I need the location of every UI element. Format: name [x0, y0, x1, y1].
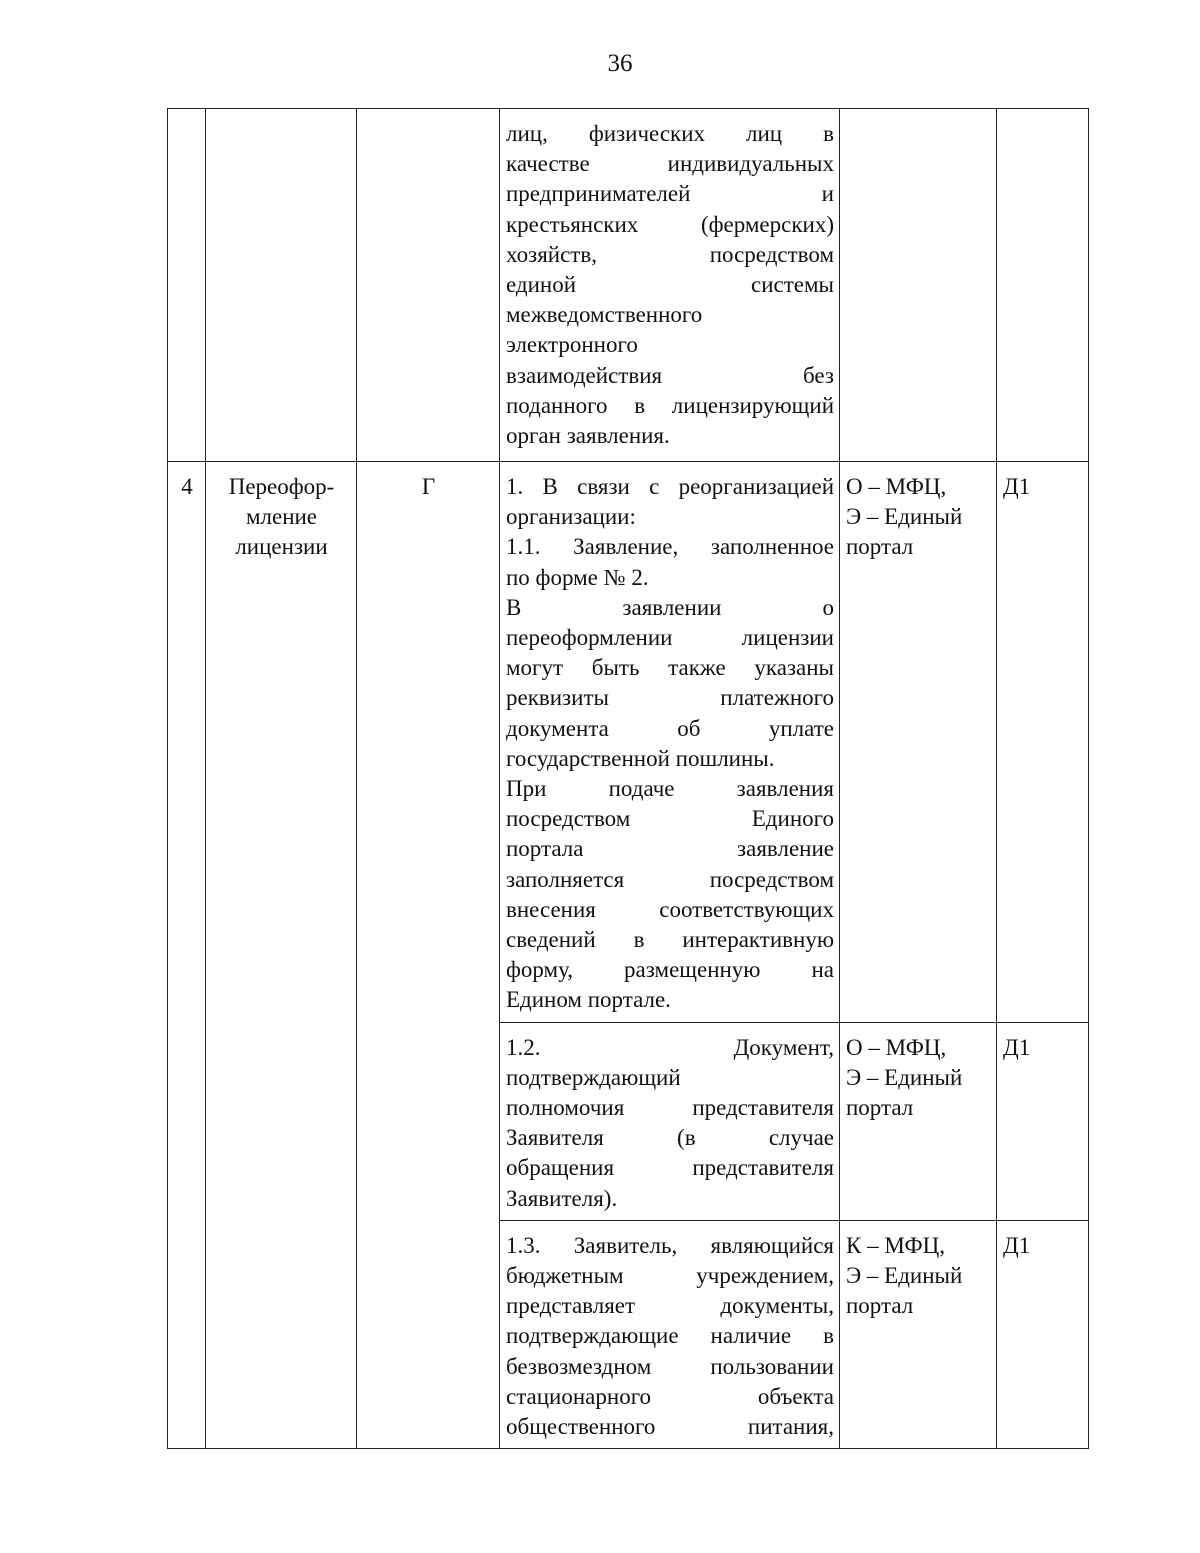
text-line: орган заявления.: [506, 423, 670, 449]
page-number: 36: [607, 50, 633, 77]
text-line: лицензии: [235, 534, 328, 560]
text-line: Едином портале.: [506, 987, 671, 1013]
submission-method-cell: [840, 1022, 997, 1220]
text-line: Э – Единый: [846, 504, 963, 530]
text-line: сведений в интерактивную: [506, 927, 834, 953]
text-line: 1.1. Заявление, заполненное: [506, 534, 834, 560]
text-line: по форме № 2.: [506, 564, 649, 590]
text-line: переоформлении лицензии: [506, 625, 834, 651]
document-code-cell: Д1: [997, 462, 1089, 1023]
service-name-cell: [206, 109, 357, 462]
document-cell: [500, 1022, 840, 1220]
text-line: 1. В связи с реорганизацией: [506, 474, 834, 499]
text-line: подтверждающие наличие в: [506, 1323, 834, 1349]
code-cell: Г: [357, 462, 500, 1449]
text-line: подтверждающий: [506, 1064, 681, 1090]
row-number-cell: 4: [168, 462, 206, 1449]
text-line: представляет документы,: [506, 1293, 834, 1319]
text-line: безвозмездном пользовании: [506, 1353, 834, 1379]
text-line: хозяйств, посредством: [506, 241, 834, 267]
text-line: внесения соответствующих: [506, 896, 834, 922]
submission-method-cell: [840, 462, 997, 1023]
submission-method-cell: [840, 1220, 997, 1448]
text-line: крестьянских (фермерских): [506, 211, 834, 237]
text-line: заполняется посредством: [506, 866, 834, 892]
text-line: документа об уплате: [506, 715, 834, 741]
text-line: полномочия представителя: [506, 1095, 834, 1121]
text-line: Э – Единый: [846, 1263, 963, 1289]
text-line: единой системы: [506, 272, 834, 298]
table-row: [168, 462, 1089, 1023]
text-line: В заявлении о: [506, 594, 834, 620]
code-cell: [357, 109, 500, 462]
document-code-cell: Д1: [997, 1022, 1089, 1220]
text-line: электронного: [506, 332, 638, 358]
text-line: обращения представителя: [506, 1155, 834, 1181]
document-cell: [500, 109, 840, 462]
text-line: лиц, физических лиц в: [506, 121, 834, 146]
text-line: портала заявление: [506, 836, 834, 862]
text-line: стационарного объекта: [506, 1383, 834, 1409]
submission-method-cell: [840, 109, 997, 462]
text-line: могут быть также указаны: [506, 655, 834, 681]
text-line: мление: [245, 504, 318, 530]
text-line: качестве индивидуальных: [506, 151, 834, 177]
text-line: Э – Единый: [846, 1064, 963, 1090]
text-line: реквизиты платежного: [506, 685, 834, 711]
text-line: общественного питания,: [506, 1414, 834, 1440]
text-line: межведомственного: [506, 302, 703, 328]
text-line: Переофор-: [228, 474, 335, 499]
text-line: 1.3. Заявитель, являющийся: [506, 1232, 834, 1258]
document-code-cell: [997, 109, 1089, 462]
text-line: форму, размещенную на: [506, 957, 834, 983]
text-line: поданного в лицензирующий: [506, 392, 834, 418]
text-line: государственной пошлины.: [506, 745, 775, 771]
text-line: посредством Единого: [506, 806, 834, 832]
text-line: портал: [846, 534, 914, 560]
text-line: При подаче заявления: [506, 776, 834, 802]
text-line: Заявителя).: [506, 1185, 618, 1211]
text-line: портал: [846, 1293, 914, 1319]
text-line: Заявителя (в случае: [506, 1125, 834, 1151]
text-line: организации:: [506, 504, 636, 530]
text-line: бюджетным учреждением,: [506, 1263, 834, 1289]
text-line: взаимодействия без: [506, 362, 834, 388]
text-line: К – МФЦ,: [846, 1232, 946, 1258]
text-line: О – МФЦ,: [846, 474, 947, 499]
document-code-cell: Д1: [997, 1220, 1089, 1448]
text-line: О – МФЦ,: [846, 1034, 947, 1060]
table-row: [168, 109, 1089, 462]
text-line: 1.2. Документ,: [506, 1034, 834, 1060]
document-cell: [500, 1220, 840, 1448]
licensing-documents-table: [167, 108, 1089, 1449]
service-name-cell: [206, 462, 357, 1449]
row-number-cell: [168, 109, 206, 462]
text-line: предпринимателей и: [506, 181, 834, 207]
text-line: портал: [846, 1095, 914, 1121]
document-cell: [500, 462, 840, 1023]
